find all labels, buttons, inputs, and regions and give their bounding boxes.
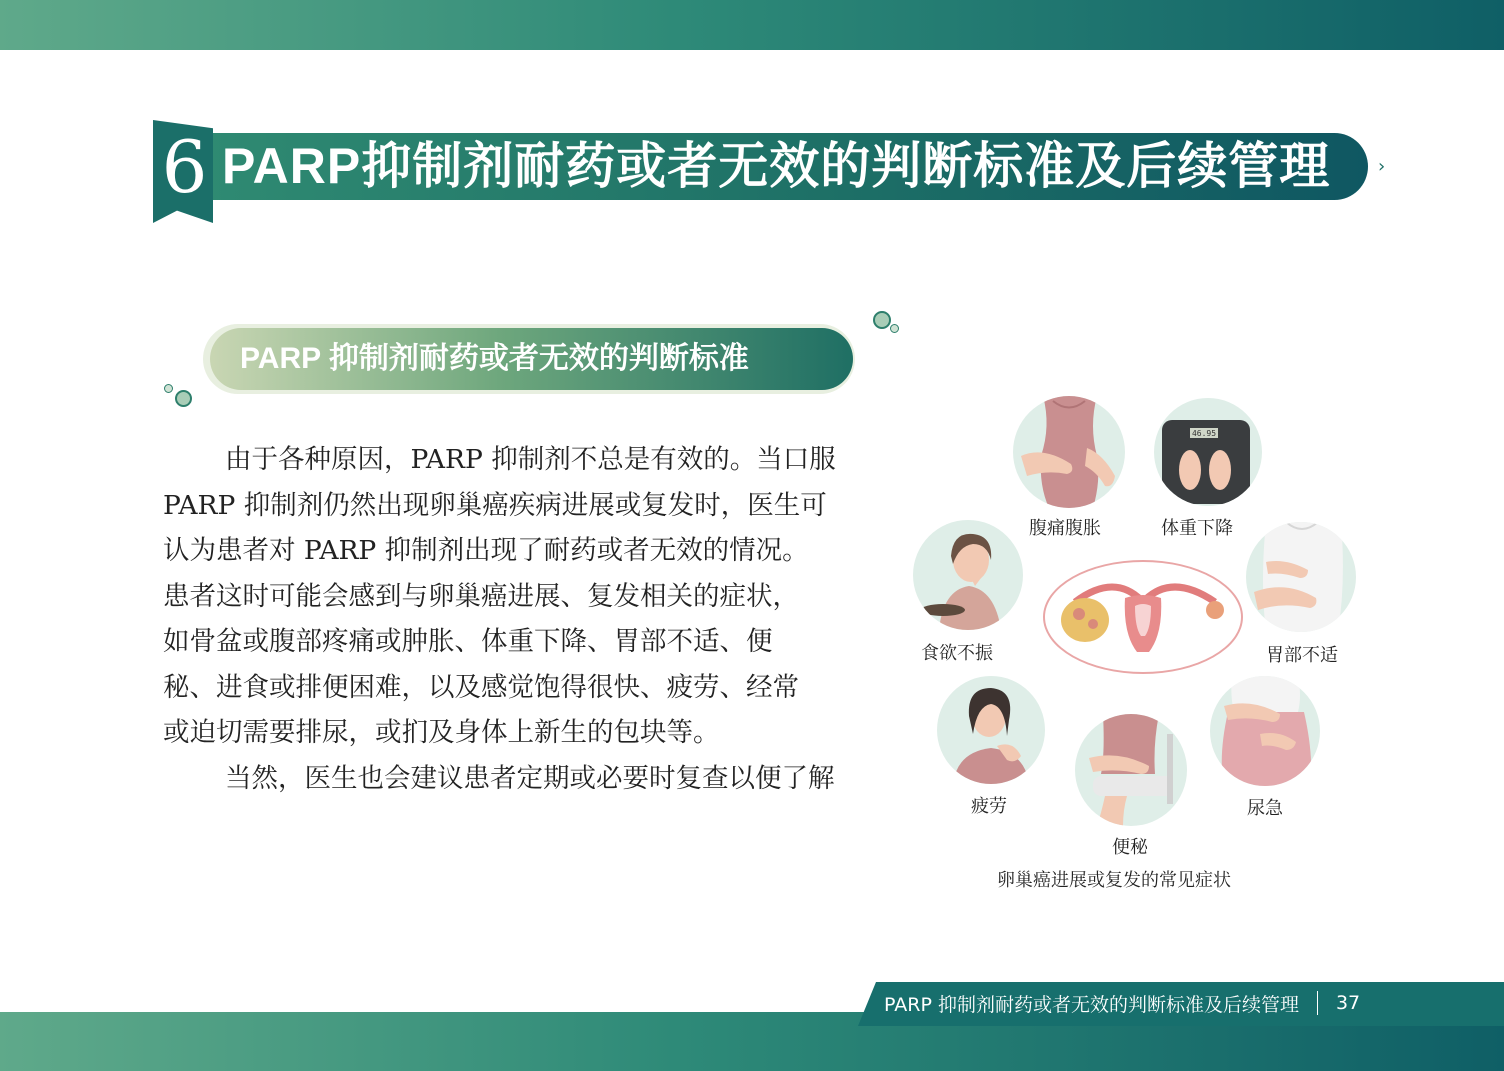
body-line: 患者这时可能会感到与卵巢癌进展、复发相关的症状， bbox=[163, 580, 799, 612]
top-decor-band bbox=[0, 0, 1504, 50]
fatigue-illustration bbox=[937, 676, 1045, 784]
scale-readout: 46.95 bbox=[1191, 429, 1217, 438]
body-line: 如骨盆或腹部疼痛或肿胀、体重下降、胃部不适、便 bbox=[163, 626, 773, 657]
abdominal-pain-illustration bbox=[1013, 396, 1125, 508]
body-line: 秘、进食或排便困难，以及感觉饱得很快、疲劳、经常 bbox=[163, 671, 799, 703]
decor-dot bbox=[890, 324, 899, 333]
body-paragraphs bbox=[163, 440, 933, 804]
footer-divider bbox=[1317, 991, 1318, 1015]
symptom-label-appetite: 食欲不振 bbox=[921, 643, 993, 664]
illustration-caption: 卵巢癌进展或复发的常见症状 bbox=[997, 870, 1231, 891]
body-line: 当然，医生也会建议患者定期或必要时复查以便了解 bbox=[225, 762, 835, 794]
symptom-label-constipation: 便秘 bbox=[1112, 837, 1148, 858]
urinary-urgency-illustration bbox=[1210, 676, 1320, 786]
body-line: 认为患者对 PARP 抑制剂出现了耐药或者无效的情况。 bbox=[163, 535, 809, 566]
page-number: 37 bbox=[1335, 992, 1361, 1014]
footer-title: PARP 抑制剂耐药或者无效的判断标准及后续管理 bbox=[884, 993, 1299, 1016]
decor-dot bbox=[175, 390, 192, 407]
body-line: 由于各种原因，PARP 抑制剂不总是有效的。当口服 bbox=[225, 444, 836, 475]
stomach-discomfort-illustration bbox=[1246, 522, 1356, 632]
section-title: PARP 抑制剂耐药或者无效的判断标准 bbox=[240, 342, 749, 375]
symptom-label-urgency: 尿急 bbox=[1247, 798, 1283, 819]
body-line: PARP 抑制剂仍然出现卵巢癌疾病进展或复发时，医生可 bbox=[163, 489, 827, 521]
symptom-label-fatigue: 疲劳 bbox=[971, 796, 1007, 817]
body-line: 或迫切需要排尿，或扪及身体上新生的包块等。 bbox=[163, 717, 720, 748]
weight-loss-illustration bbox=[1154, 398, 1262, 506]
uterus-ovary-illustration bbox=[1043, 560, 1243, 674]
symptom-label-weight: 体重下降 bbox=[1161, 518, 1233, 539]
chapter-title: PARP抑制剂耐药或者无效的判断标准及后续管理 bbox=[222, 138, 1331, 194]
symptom-label-abdominal: 腹痛腹胀 bbox=[1029, 518, 1101, 539]
decor-dot bbox=[164, 384, 173, 393]
decor-dot bbox=[873, 311, 891, 329]
loss-of-appetite-illustration bbox=[913, 520, 1023, 630]
chevron-right-icon: › bbox=[1378, 156, 1386, 177]
symptom-label-stomach: 胃部不适 bbox=[1266, 645, 1338, 666]
constipation-illustration bbox=[1075, 714, 1187, 826]
running-footer bbox=[884, 986, 1360, 1020]
chapter-number: 6 bbox=[161, 125, 208, 209]
